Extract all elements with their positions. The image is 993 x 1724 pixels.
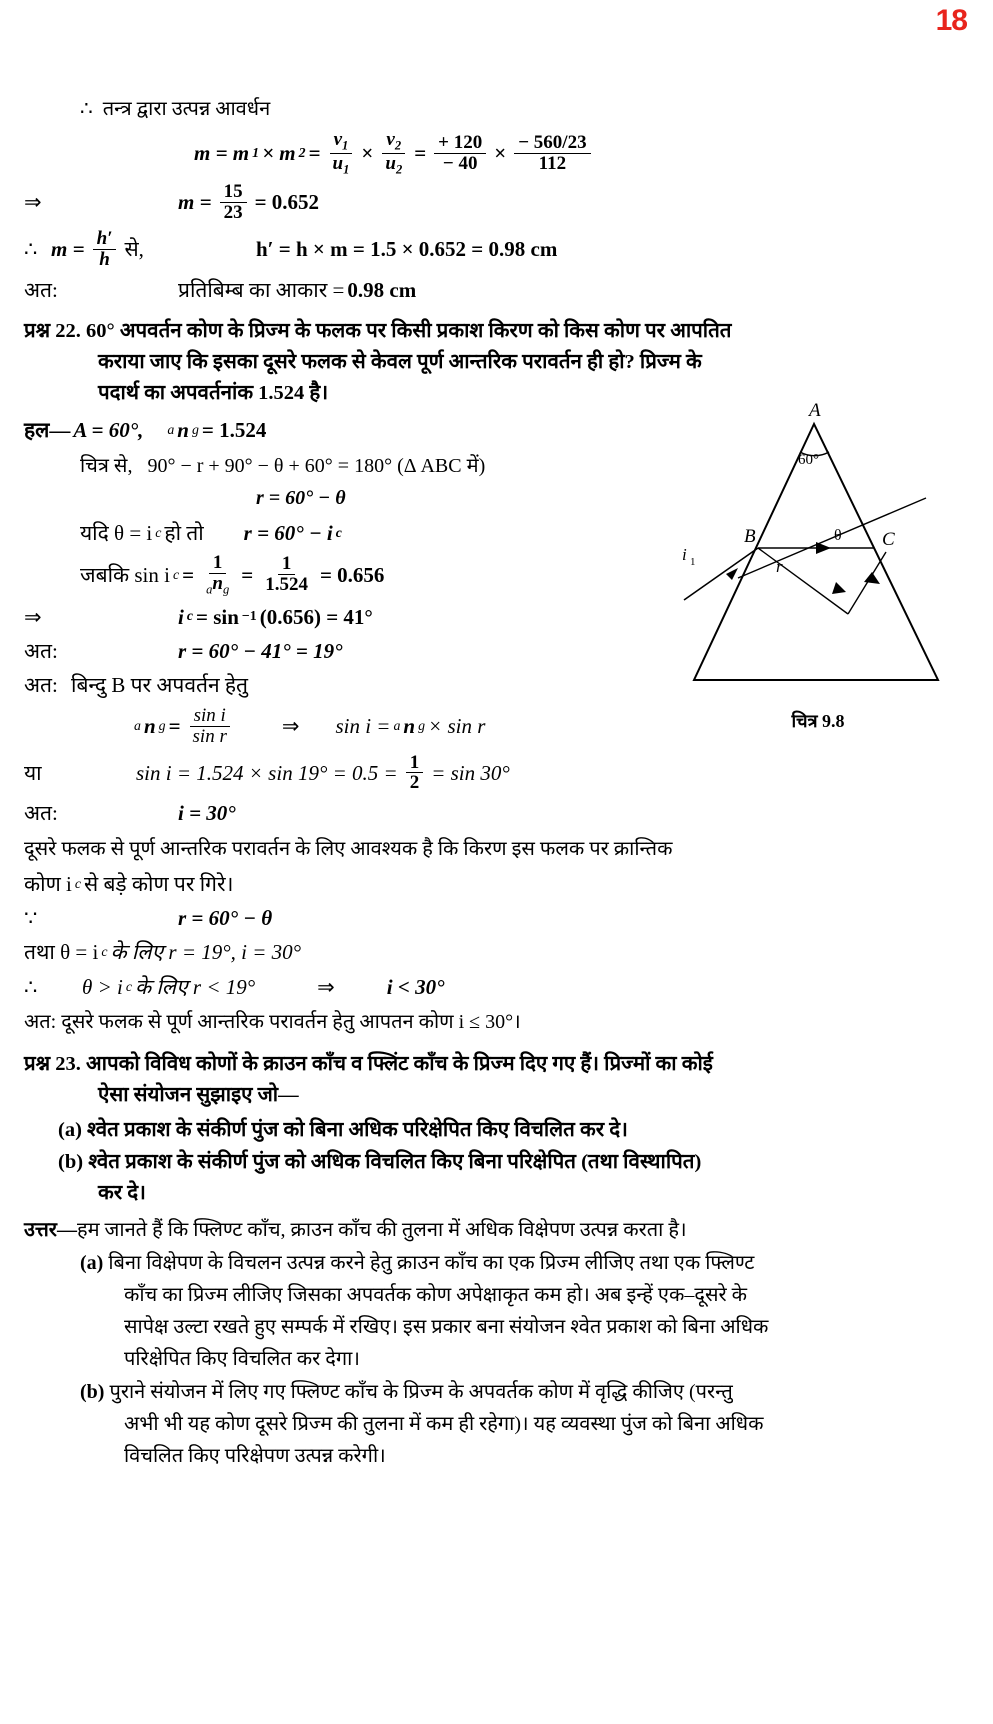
equation-m-product xyxy=(24,130,969,176)
fraction-v1-u1 xyxy=(329,130,354,176)
answer-23-a-line3: सापेक्ष उल्टा रखते हुए सम्पर्क में रखिए। इस प्रकार बना संयोजन श्वेत प्रकाश को बिना अधिक xyxy=(124,1315,769,1338)
fraction-1-ang xyxy=(202,553,233,596)
answer-23-b-line3: विचलित किए परिक्षेपण उत्पन्न करेगी। xyxy=(124,1444,386,1467)
sol22-line14 xyxy=(24,904,969,932)
f2-den-sub: 2 xyxy=(395,161,403,176)
f1-den: u xyxy=(332,152,344,174)
svg-text:B: B xyxy=(743,526,756,548)
answer-23-a-line2: काँच का प्रिज्म लीजिए जिसका अपवर्तक कोण अपेक्षाकृत कम हो। अब इन्हें एक–दूसरे के xyxy=(124,1283,747,1306)
sol22-l6-arrow: ⇒ xyxy=(24,604,42,629)
question-23-line2: ऐसा संयोजन सुझाइए जो— xyxy=(98,1083,299,1106)
eq4-label: अत: xyxy=(24,277,58,302)
svg-text:r: r xyxy=(775,557,783,577)
eq3-rhs: h′ = h × m = 1.5 × 0.652 = 0.98 cm xyxy=(255,237,558,262)
eq1-mult: × m xyxy=(262,140,296,165)
fraction-1-1524 xyxy=(261,554,312,595)
sol22-l5a: जबकि sin i xyxy=(80,562,170,587)
eq1-lhs: m = m xyxy=(194,140,250,165)
page-number: 18 xyxy=(935,4,967,37)
sol22-l9-eq: = xyxy=(168,713,181,738)
sol22-l6c: (0.656) = 41° xyxy=(259,604,373,629)
eq3-num: h′ xyxy=(93,229,117,250)
sol22-l15a: तथा θ = i xyxy=(24,940,99,965)
sol22-l5sub: c xyxy=(172,566,180,582)
question-22-line3: पदार्थ का अपवर्तनांक 1.524 है। xyxy=(98,381,329,404)
sol22-line8 xyxy=(24,671,659,699)
sol22-l13sub: c xyxy=(74,875,81,891)
sol22-line10 xyxy=(24,753,969,794)
f2-num: v xyxy=(386,129,395,150)
equation-m-value xyxy=(24,182,969,223)
sol22-l6sub: c xyxy=(186,608,193,624)
sol22-l14-label: ∵ xyxy=(24,906,38,931)
question-23-label: प्रश्न 23. xyxy=(24,1053,81,1076)
equation-image-size xyxy=(24,276,969,304)
answer-23-a-line1: बिना विक्षेपण के विचलन उत्पन्न करने हेतु क्राउन काँच का एक प्रिज्म लीजिए तथा एक फ्लिण्ट xyxy=(108,1251,755,1274)
magnification-intro: ∴ तन्त्र द्वारा उत्पन्न आवर्धन xyxy=(80,98,271,120)
f2-num-sub: 2 xyxy=(394,138,402,153)
svg-text:60°: 60° xyxy=(797,452,819,469)
sol22-l10a: sin i = 1.524 × sin 19° = 0.5 = xyxy=(136,760,398,785)
f1-den-sub: 1 xyxy=(343,161,350,176)
sol22-l16c: i < 30° xyxy=(386,974,445,999)
sol22-l13b: से बड़े कोण पर गिरे। xyxy=(84,871,234,896)
eq1-equals: = xyxy=(308,140,321,165)
figure-caption: चित्र 9.8 xyxy=(791,711,845,732)
sol22-l5eq: = xyxy=(182,562,195,587)
f3-den: − 40 xyxy=(442,152,478,174)
sol22-l16a: θ > i xyxy=(82,974,123,999)
sol22-line16 xyxy=(24,973,969,1001)
answer-23-intro: हम जानते हैं कि फ्लिण्ट काँच, क्राउन काँच की तुलना में अधिक विक्षेपण उत्पन्न करता है। xyxy=(76,1218,687,1241)
f4-num: − 560/23 xyxy=(514,133,590,154)
l10-num: 1 xyxy=(406,753,424,774)
sol22-line1 xyxy=(24,416,659,444)
l5-f2-num: 1 xyxy=(278,554,296,575)
eq2-lhs: m = xyxy=(178,190,212,215)
l5-f1-den: n xyxy=(212,573,223,595)
fraction-hprime-h xyxy=(93,229,117,270)
fraction-1-2 xyxy=(406,753,424,794)
eq1-mult-sub: 2 xyxy=(298,144,306,160)
question-23-item-b-line1: श्वेत प्रकाश के संकीर्ण पुंज को अधिक विचलित किए बिना परिक्षेपित (तथा विस्थापित) xyxy=(88,1151,702,1174)
eq2-rhs: = 0.652 xyxy=(254,190,320,215)
sol22-l15b: के लिए r = 19°, i = 30° xyxy=(110,940,302,965)
question-23-item-a xyxy=(24,1115,969,1146)
question-22-heading xyxy=(24,316,969,347)
sol22-l9-rhs-b: × sin r xyxy=(428,713,486,738)
sol22-l4sub1: c xyxy=(155,524,162,540)
sol22-line3: r = 60° − θ xyxy=(256,486,346,509)
question-23 xyxy=(24,1049,969,1209)
eq1-lhs-sub: 1 xyxy=(252,144,260,160)
sol22-A: A = 60°, xyxy=(73,418,144,443)
sol22-hal-label: हल— xyxy=(24,418,71,443)
sol22-l5res: = 0.656 xyxy=(319,562,385,587)
figure-9-8 xyxy=(673,402,963,733)
fraction-15-23 xyxy=(220,182,247,223)
sol22-l9-sub: g xyxy=(158,717,166,733)
sol22-line9 xyxy=(24,706,659,747)
sol22-l11: i = 30° xyxy=(178,801,236,826)
top-solution-block xyxy=(24,94,969,304)
fraction-120-40 xyxy=(434,133,486,174)
sol22-l11-label: अत: xyxy=(24,801,58,826)
eq1-times1: × xyxy=(361,140,374,165)
svg-text:A: A xyxy=(808,402,821,422)
answer-23-label: उत्तर— xyxy=(24,1218,77,1241)
sol22-line13 xyxy=(24,870,969,898)
fraction-560-112 xyxy=(514,133,590,174)
l5-f2-den: 1.524 xyxy=(265,574,308,596)
sol22-l6b: = sin xyxy=(196,604,239,629)
sol22-l4c: r = 60° − i xyxy=(243,520,333,545)
answer-23-a xyxy=(24,1248,969,1278)
sol22-line15 xyxy=(24,938,969,966)
sol22-l6sup: −1 xyxy=(241,608,257,624)
sol22-l14: r = 60° − θ xyxy=(178,906,273,931)
eq3-se: से, xyxy=(124,237,144,262)
sol22-n-val: = 1.524 xyxy=(201,418,267,443)
sol22-l4a: यदि θ = i xyxy=(80,520,153,545)
answer-23-b-label: (b) xyxy=(80,1380,105,1403)
sol22-line7 xyxy=(24,637,659,665)
answer-23-intro-line xyxy=(24,1215,969,1245)
sol22-n-pre: a xyxy=(167,422,175,438)
sol22-l9-arrow: ⇒ xyxy=(281,713,300,738)
eq4-value: 0.98 cm xyxy=(347,277,417,302)
eq4-text: प्रतिबिम्ब का आकार = xyxy=(178,277,345,302)
f1-num-sub: 1 xyxy=(342,138,349,153)
l9-den: sin r xyxy=(192,725,227,747)
sol22-l6a: i xyxy=(178,604,184,629)
sol22-line11 xyxy=(24,799,969,827)
sol22-l9-rhs-sub: g xyxy=(418,717,426,733)
prism-diagram xyxy=(676,402,961,702)
l9-num: sin i xyxy=(190,706,230,727)
question-23-item-a-label: (a) xyxy=(58,1118,82,1141)
eq2-num: 15 xyxy=(220,182,247,203)
l5-f1-num: 1 xyxy=(209,553,227,574)
fraction-v2-u2 xyxy=(381,130,406,176)
eq3-den: h xyxy=(99,248,110,270)
sol22-l4sub2: c xyxy=(335,524,342,540)
question-22-line2: कराया जाए कि इसका दूसरे फलक से केवल पूर्ण आन्तरिक परावर्तन ही हो? प्रिज्म के xyxy=(98,350,702,373)
eq1-times2: × xyxy=(494,140,507,165)
answer-23-b xyxy=(24,1377,969,1407)
sol22-l9-rhs-pre: a xyxy=(393,717,401,733)
sol22-l16-label: ∴ xyxy=(24,974,38,999)
eq2-den: 23 xyxy=(223,202,243,224)
l10-den: 2 xyxy=(409,772,420,794)
sol22-l10b: = sin 30° xyxy=(431,760,510,785)
question-23-item-b xyxy=(24,1147,969,1178)
sol22-l10-label: या xyxy=(24,760,42,785)
f1-num: v xyxy=(333,129,343,150)
question-23-heading xyxy=(24,1049,969,1080)
eq3-lead: ∴ xyxy=(24,237,38,262)
sol22-l7: r = 60° − 41° = 19° xyxy=(178,638,343,663)
question-23-line1: आपको विविध कोणों के क्राउन काँच व फ्लिंट काँच के प्रिज्म दिए गए हैं। प्रिज्मों का कोई xyxy=(86,1053,713,1076)
sol22-l7-label: अत: xyxy=(24,638,58,663)
sol22-l9-n: n xyxy=(143,713,156,738)
sol22-l9-rhs-a: sin i = xyxy=(335,713,391,738)
question-22-label: प्रश्न 22. xyxy=(24,320,81,343)
fraction-sini-sinr xyxy=(189,706,231,747)
answer-23 xyxy=(24,1215,969,1471)
sol22-l8: बिन्दु B पर अपवर्तन हेतु xyxy=(71,673,248,698)
answer-23-a-label: (a) xyxy=(80,1251,104,1274)
question-22-line1: 60° अपवर्तन कोण के प्रिज्म के फलक पर किसी प्रकाश किरण को किस कोण पर आपतित xyxy=(86,320,732,343)
sol22-l13a: कोण i xyxy=(24,871,72,896)
l5-f1-den-sub: g xyxy=(222,582,230,597)
sol22-l5eq2: = xyxy=(241,562,254,587)
answer-23-a-line4: परिक्षेपित किए विचलित कर देगा। xyxy=(124,1347,360,1370)
sol22-l16-arrow: ⇒ xyxy=(317,974,335,999)
sol22-l16sub: c xyxy=(125,978,132,994)
sol22-l9-pre: a xyxy=(134,717,141,733)
eq2-arrow: ⇒ xyxy=(24,190,42,215)
question-23-item-b-label: (b) xyxy=(58,1151,84,1174)
svg-text:C: C xyxy=(881,529,895,551)
svg-text:1: 1 xyxy=(689,556,695,569)
sol22-n: n xyxy=(177,418,189,443)
question-23-item-b-line2: कर दे। xyxy=(98,1182,146,1205)
answer-23-b-line1: पुराने संयोजन में लिए गए फ्लिण्ट काँच के प्रिज्म के अपवर्तक कोण में वृद्धि कीजिए (परन्तु xyxy=(109,1380,733,1403)
svg-text:i: i xyxy=(681,545,687,565)
eq1-equals2: = xyxy=(414,140,427,165)
sol22-line12: दूसरे फलक से पूर्ण आन्तरिक परावर्तन के लिए आवश्यक है कि किरण इस फलक पर क्रान्तिक xyxy=(24,837,673,860)
l5-f1-den-pre: a xyxy=(206,582,213,597)
sol22-l15sub: c xyxy=(101,944,108,960)
f4-den: 112 xyxy=(538,152,567,174)
svg-text:θ: θ xyxy=(833,527,842,545)
equation-h-prime xyxy=(24,229,969,270)
answer-23-b-line2: अभी भी यह कोण दूसरे प्रिज्म की तुलना में कम ही रहेगा)। यह व्यवस्था पुंज को बिना अधिक xyxy=(124,1412,764,1435)
question-22 xyxy=(24,316,969,408)
sol22-n-sub: g xyxy=(191,422,199,438)
sol22-l8-label: अत: xyxy=(24,673,58,698)
sol22-line5 xyxy=(24,553,659,596)
f3-num: + 120 xyxy=(434,133,486,154)
sol22-line2: चित्र से, 90° − r + 90° − θ + 60° = 180° (Δ ABC में) xyxy=(80,454,486,477)
sol22-line4 xyxy=(24,519,659,547)
sol22-l4b: हो तो xyxy=(164,520,204,545)
sol22-l16b: के लिए r < 19° xyxy=(134,974,256,999)
eq3-m: m = xyxy=(51,237,85,262)
sol22-line6 xyxy=(24,603,659,631)
sol22-line17: अत: दूसरे फलक से पूर्ण आन्तरिक परावर्तन हेतु आपतन कोण i ≤ 30°। xyxy=(24,1011,521,1034)
f2-den: u xyxy=(385,152,396,174)
sol22-l9-rhs-n: n xyxy=(403,713,416,738)
question-23-item-a-text: श्वेत प्रकाश के संकीर्ण पुंज को बिना अधिक परिक्षेपित किए विचलित कर दे। xyxy=(87,1118,628,1141)
